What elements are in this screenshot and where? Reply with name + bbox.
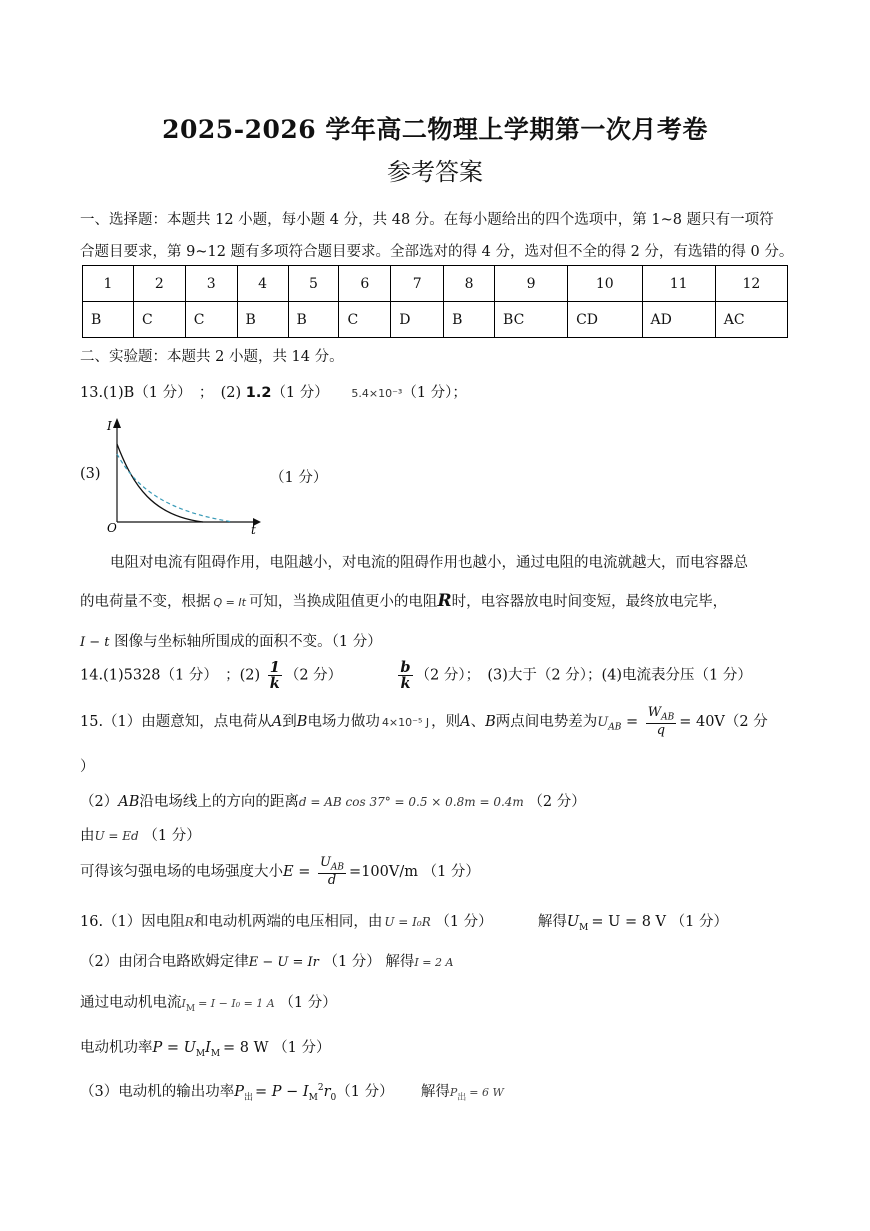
q16-p1b: 和电动机两端的电压相同，由: [193, 914, 383, 930]
q15-fraction-U-over-d: [318, 856, 346, 888]
q13-graph-points: （1 分）: [270, 470, 328, 486]
question-number: 6: [339, 266, 391, 302]
q13-expl2-equation: Q = It: [213, 596, 246, 609]
q15-p1b: 到: [282, 713, 297, 730]
U-M: U: [566, 914, 580, 930]
q14-rest: （2 分）； (3)大于（2 分）；(4)电流表分压（1 分）: [415, 667, 752, 684]
q16-p5a: （3）电动机的输出功率: [80, 1084, 235, 1100]
fraction-numerator: b: [400, 659, 411, 676]
q15-p1d: ，则: [431, 713, 461, 730]
q15-work-value: 4×10⁻⁵ J: [381, 715, 430, 729]
q14-fraction-1-over-k: [268, 660, 282, 691]
q16-p2a: （2）由闭合电路欧姆定律: [80, 954, 249, 970]
fraction-numerator: [646, 706, 677, 724]
q16-UM-result: = U = 8 V: [591, 914, 667, 930]
q15-pts3: （1 分）: [143, 828, 201, 844]
q16-line5: [80, 1080, 504, 1103]
q15-pts1: （2 分: [724, 713, 768, 730]
q15-p1c: 电场力做功: [307, 713, 380, 730]
U: U: [319, 855, 331, 870]
section2-heading: 二、实验题：本题共 2 小题，共 14 分。: [80, 349, 344, 365]
q14-line: [80, 660, 752, 691]
page-subtitle: 参考答案: [387, 158, 483, 186]
P-out: P: [449, 1086, 458, 1099]
point-B: B: [485, 713, 496, 730]
q13-val2: 1.2: [245, 385, 272, 401]
q13-expl3-text: 图像与坐标轴所围成的面积不变。（1 分）: [114, 634, 382, 650]
question-number: 12: [715, 266, 787, 302]
q16-ohm-equation: E − U = Ir: [248, 955, 319, 970]
W-subscript: AB: [661, 712, 675, 723]
question-number: 11: [642, 266, 715, 302]
q13-val3: 5.4×10⁻³: [351, 387, 403, 400]
q15-pts1-close: ）: [80, 759, 95, 775]
q16-line4: [80, 1036, 330, 1059]
q15-pts2: （2 分）: [528, 794, 586, 810]
P-out: P: [234, 1084, 244, 1100]
segment-AB: AB: [118, 794, 140, 810]
answer-cell: B: [288, 302, 339, 338]
q16-pts4: （1 分）: [273, 1040, 331, 1056]
q16-p2b: 解得: [385, 954, 415, 970]
answer-cell: B: [83, 302, 134, 338]
P-out-subscript: 出: [457, 1092, 467, 1103]
question-number: 9: [495, 266, 568, 302]
answer-cell: BC: [495, 302, 568, 338]
answer-cell: C: [185, 302, 237, 338]
I-M-subscript: M: [308, 1092, 318, 1103]
q15-U-equation: U = Ed: [94, 829, 139, 843]
U-M-subscript: M: [195, 1048, 206, 1059]
fraction-numerator: [318, 856, 346, 874]
I-M: I: [181, 997, 186, 1010]
q15-line2: [80, 790, 586, 811]
q15-p1a: 15.（1）由题意知，点电荷从: [80, 713, 272, 730]
q16-pts1: （1 分）: [435, 914, 493, 930]
q15-fraction-W-over-q: [646, 706, 677, 738]
q13-line1: [80, 381, 467, 402]
q15-p2b: 沿电场线上的方向的距离: [139, 794, 299, 810]
q16-I-result: I = 2 A: [414, 956, 454, 969]
q13-expl1: 电阻对电流有阻碍作用，电阻越小，对电流的阻碍作用也越小，通过电阻的电流就越大，而电容器总: [110, 555, 748, 571]
q15-line3: [80, 824, 201, 845]
q16-pts1b: （1 分）: [670, 914, 728, 930]
q13-expl2b: 可知，当换成阻值更小的电阻: [248, 594, 438, 610]
P-out-subscript: 出: [244, 1092, 254, 1103]
q15-line1: [80, 706, 768, 738]
q16-line1: [80, 910, 728, 933]
answer-cell: C: [339, 302, 391, 338]
q13-expl2a: 的电荷量不变，根据: [80, 594, 211, 610]
P-equation-start: P = U: [152, 1040, 196, 1056]
q15-distance-equation: d = AB cos 37° = 0.5 × 0.8m = 0.4m: [298, 795, 524, 809]
r-subscript: 0: [330, 1092, 337, 1103]
q13-part1: 13.(1)B（1 分） ； (2): [80, 385, 242, 401]
q16-p4a: 电动机功率: [80, 1040, 153, 1056]
fraction-numerator: 1: [269, 659, 280, 676]
U-AB-subscript: AB: [608, 722, 622, 733]
page-title: 2025-2026 学年高二物理上学期第一次月考卷: [162, 115, 708, 144]
q16-pts2: （1 分）: [323, 954, 381, 970]
q16-p5b: 解得: [420, 1084, 450, 1100]
q13-discharge-graph: [103, 416, 263, 534]
question-number: 8: [444, 266, 495, 302]
answer-cell: D: [391, 302, 444, 338]
q16-pts5: （1 分）: [336, 1084, 394, 1100]
q15-result1: = 40V: [679, 713, 725, 730]
U-subscript: AB: [330, 862, 345, 873]
q15-p1e: 、: [470, 713, 486, 730]
q15-p2a: （2）: [80, 794, 119, 810]
fraction-denominator: q: [656, 723, 666, 739]
fraction-denominator: k: [269, 675, 280, 693]
r: r: [323, 1084, 331, 1100]
q13-expl2c: 时，电容器放电时间变短，最终放电完毕，: [451, 594, 728, 610]
answer-cell: CD: [568, 302, 642, 338]
question-number: 10: [568, 266, 642, 302]
point-B: B: [296, 713, 308, 730]
q13-label3: (3): [80, 466, 101, 482]
q14-part1: 14.(1)5328（1 分） ；(2): [80, 667, 261, 684]
q13-expl3-equation: I − t: [80, 635, 110, 650]
answer-cell: AC: [715, 302, 787, 338]
R-symbol: R: [184, 915, 194, 929]
origin-label: O: [107, 521, 117, 534]
I-M-subscript: M: [185, 1003, 196, 1014]
q15-pts4: （1 分）: [422, 863, 480, 880]
q15-E-result: =100V/m: [349, 863, 418, 880]
I-M-subscript: M: [210, 1048, 221, 1059]
y-axis-arrow: [113, 418, 121, 428]
q16-Pout-result: = 6 W: [469, 1086, 504, 1099]
original-curve: [117, 444, 203, 522]
q16-p1c: 解得: [537, 914, 567, 930]
question-number: 1: [83, 266, 134, 302]
question-number: 2: [133, 266, 185, 302]
q13-pts2: （1 分）: [271, 385, 329, 401]
y-axis-label: I: [107, 419, 112, 433]
fraction-denominator: k: [400, 675, 411, 693]
x-axis-label: t: [251, 523, 256, 534]
q16-pts3: （1 分）: [279, 995, 337, 1011]
point-A: A: [460, 713, 471, 730]
q13-expl2: [80, 590, 727, 611]
fraction-denominator: d: [327, 873, 337, 889]
answer-table-answers-row: [83, 302, 788, 338]
E-label: E =: [283, 863, 311, 880]
answer-cell: B: [237, 302, 288, 338]
q15-line4: [80, 856, 480, 888]
square-superscript: 2: [317, 1083, 324, 1094]
q16-IM-result: = I − I₀ = 1 A: [198, 997, 275, 1010]
q16-U-equation: U = I₀R: [384, 915, 431, 929]
section1-line1: 一、选择题：本题共 12 小题，每小题 4 分，共 48 分。在每小题给出的四个选项中，第 1~8 题只有一项符: [80, 212, 774, 228]
W: W: [647, 705, 662, 720]
point-A: A: [271, 713, 283, 730]
question-number: 5: [288, 266, 339, 302]
section1-line2: 合题目要求，第 9~12 题有多项符合题目要求。全部选对的得 4 分，选对但不全的得 2 分，有选错的得 0 分。: [80, 244, 794, 260]
q15-p4a: 可得该匀强电场的电场强度大小: [80, 863, 283, 880]
question-number: 7: [391, 266, 444, 302]
q13-expl3: [80, 630, 382, 651]
answer-cell: C: [133, 302, 185, 338]
question-number: 3: [185, 266, 237, 302]
q16-p1a: 16.（1）因电阻: [80, 914, 185, 930]
q16-P-result: = 8 W: [223, 1040, 269, 1056]
q15-p3a: 由: [80, 828, 95, 844]
q15-p1f: 两点间电势差为: [495, 713, 598, 730]
equals-sign: =: [625, 713, 639, 730]
I: I: [205, 1040, 211, 1056]
U-M-subscript: M: [579, 922, 589, 933]
answer-table-numbers-row: [83, 266, 788, 302]
question-number: 4: [237, 266, 288, 302]
answer-table: [82, 265, 788, 338]
q13-expl2-R: R: [437, 591, 452, 611]
q16-line3: [80, 991, 337, 1014]
U-AB: U: [597, 714, 609, 730]
new-resistor-curve: [117, 454, 233, 522]
q16-p3a: 通过电动机电流: [80, 995, 182, 1011]
q16-line2: [80, 950, 453, 971]
P-out-equation: = P − I: [255, 1084, 309, 1100]
answer-cell: B: [444, 302, 495, 338]
answer-cell: AD: [642, 302, 715, 338]
q14-fraction-b-over-k: [398, 660, 412, 691]
q13-pts3: （1 分）；: [402, 385, 467, 401]
q14-pts1: （2 分）: [284, 667, 343, 684]
